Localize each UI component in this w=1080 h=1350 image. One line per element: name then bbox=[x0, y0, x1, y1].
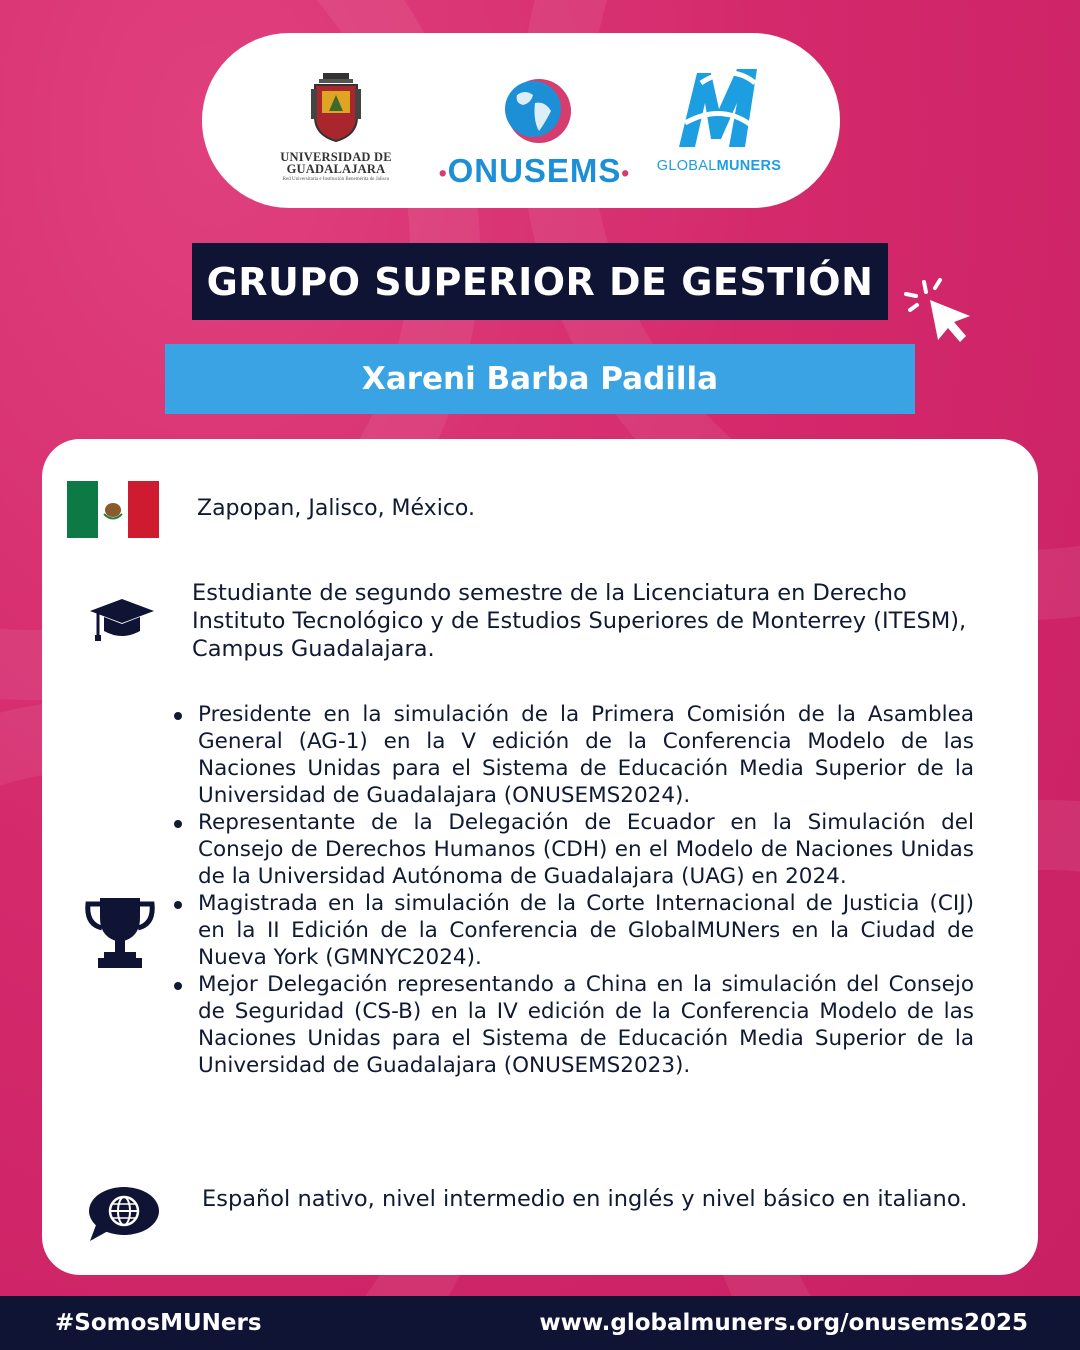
website-link[interactable]: www.globalmuners.org/onusems2025 bbox=[539, 1310, 1028, 1336]
achievement-item: Mejor Delegación representando a China en la simulación del Consejo de Seguridad (CS-B) en la IV edición de la Conferencia Modelo de las Naciones Unidas para el Sistema de Educación Media Superior de la Universidad de Guadalajara (ONUSEMS2023). bbox=[172, 971, 974, 1079]
udg-logo bbox=[280, 71, 392, 182]
udg-line2: GUADALAJARA bbox=[286, 162, 386, 176]
languages-text: Español nativo, nivel intermedio en inglés y nivel básico en italiano. bbox=[202, 1186, 968, 1212]
achievements-list bbox=[172, 701, 974, 1079]
udg-crest-icon bbox=[309, 71, 363, 143]
hashtag-text: #SomosMUNers bbox=[55, 1310, 262, 1336]
globe-logo-icon bbox=[495, 73, 575, 153]
location-text: Zapopan, Jalisco, México. bbox=[197, 496, 475, 521]
globe-speech-bubble-icon bbox=[86, 1185, 160, 1243]
globalmuners-m-icon bbox=[671, 63, 767, 155]
achievement-item: Magistrada en la simulación de la Corte Internacional de Justicia (CIJ) en la II Edición de la Conferencia de GlobalMUNers en la Ciudad de Nueva York (GMNYC2024). bbox=[172, 890, 974, 971]
globalmuners-prefix: GLOBAL bbox=[656, 158, 717, 174]
achievement-item: Presidente en la simulación de la Primera Comisión de la Asamblea General (AG-1) en la V edición de la Conferencia Modelo de las Naciones Unidas para el Sistema de Educación Media Superior de la Universidad de Guadalajara (ONUSEMS2024). bbox=[172, 701, 974, 809]
achievement-item: Representante de la Delegación de Ecuador en la Simulación del Consejo de Derechos Humanos (CDH) en el Modelo de Naciones Unidas de la Universidad Autónoma de Guadalajara (UAG) en 2024. bbox=[172, 809, 974, 890]
globalmuners-logo bbox=[654, 63, 784, 174]
section-title bbox=[192, 243, 888, 320]
udg-subtitle: Red Universitaria e Institución Benemérita de Jalisco bbox=[282, 177, 390, 182]
onusems-logo: •ONUSEMS• bbox=[427, 73, 642, 190]
logo-banner bbox=[202, 33, 840, 208]
title-text: GRUPO SUPERIOR DE GESTIÓN bbox=[206, 259, 874, 304]
globalmuners-suffix: MUNERS bbox=[716, 158, 782, 174]
profile-card bbox=[42, 439, 1038, 1275]
trophy-icon bbox=[84, 894, 156, 970]
graduation-cap-icon bbox=[88, 597, 156, 643]
name-banner bbox=[165, 344, 915, 414]
footer-bar bbox=[0, 1296, 1080, 1350]
education-text: Estudiante de segundo semestre de la Licenciatura en Derecho Instituto Tecnológico y de Estudios Superiores de Monterrey (ITESM), Campus Guadalajara. bbox=[192, 580, 967, 662]
onusems-label: ONUSEMS bbox=[447, 152, 622, 189]
person-name: Xareni Barba Padilla bbox=[361, 361, 719, 397]
cursor-click-icon bbox=[900, 272, 976, 348]
mexico-flag-icon bbox=[67, 481, 159, 538]
udg-line1: UNIVERSIDAD DE bbox=[280, 150, 392, 164]
